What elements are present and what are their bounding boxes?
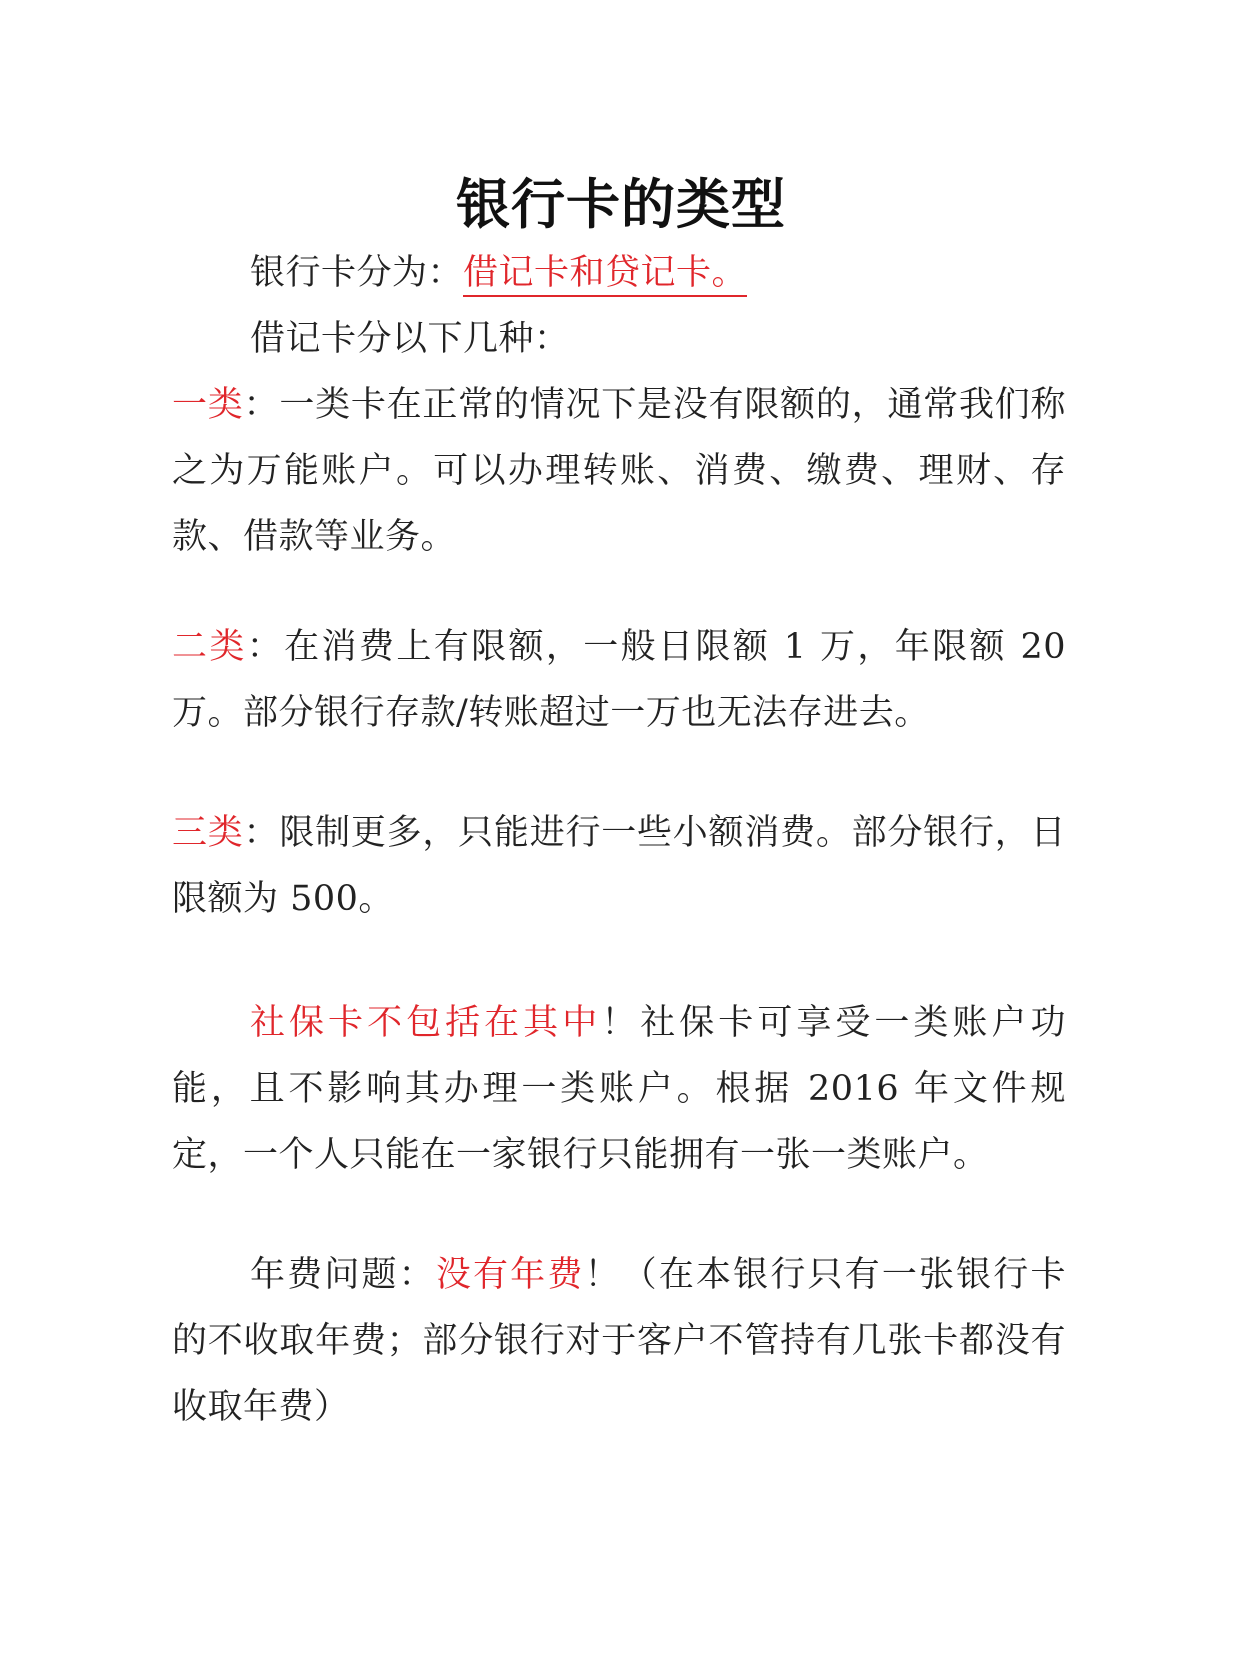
intro-label: 银行卡分为： [250, 253, 464, 293]
social-security-section [172, 990, 1066, 1188]
fee-text: ！（在本银行只有一张银行卡的不收取年费；部分银行对于客户不管持有几张卡都没有收取年费） [172, 1255, 1066, 1427]
social-highlight: 社保卡不包括在其中 [250, 1003, 602, 1043]
class2-paragraph [172, 614, 1066, 746]
class3-section [172, 800, 1066, 932]
class3-paragraph [172, 800, 1066, 932]
fee-paragraph [172, 1242, 1066, 1440]
class1-label: 一类 [172, 385, 244, 425]
class1-text: ：一类卡在正常的情况下是没有限额的，通常我们称之为万能账户。可以办理转账、消费、缴费、理财、存款、借款等业务。 [172, 385, 1066, 557]
class2-text: ：在消费上有限额，一般日限额 1 万，年限额 20 万。部分银行存款/转账超过一万也无法存进去。 [172, 627, 1066, 733]
intro-section [172, 240, 1066, 570]
class2-label: 二类 [172, 627, 247, 667]
social-text: ！社保卡可享受一类账户功能，且不影响其办理一类账户。根据 2016 年文件规定，一个人只能在一家银行只能拥有一张一类账户。 [172, 1003, 1066, 1175]
fee-highlight: 没有年费 [435, 1255, 585, 1295]
intro-line [172, 240, 1066, 306]
fee-label: 年费问题： [250, 1255, 436, 1295]
debit-intro-line: 借记卡分以下几种： [250, 319, 570, 359]
social-paragraph [172, 990, 1066, 1188]
class1-paragraph [172, 372, 1066, 570]
class2-section [172, 614, 1066, 746]
annual-fee-section [172, 1242, 1066, 1440]
class3-text: ：限制更多，只能进行一些小额消费。部分银行，日限额为 500。 [172, 813, 1066, 919]
page-title: 银行卡的类型 [456, 173, 786, 236]
intro-highlight: 借记卡和贷记卡。 [463, 253, 747, 297]
class3-label: 三类 [172, 813, 244, 853]
